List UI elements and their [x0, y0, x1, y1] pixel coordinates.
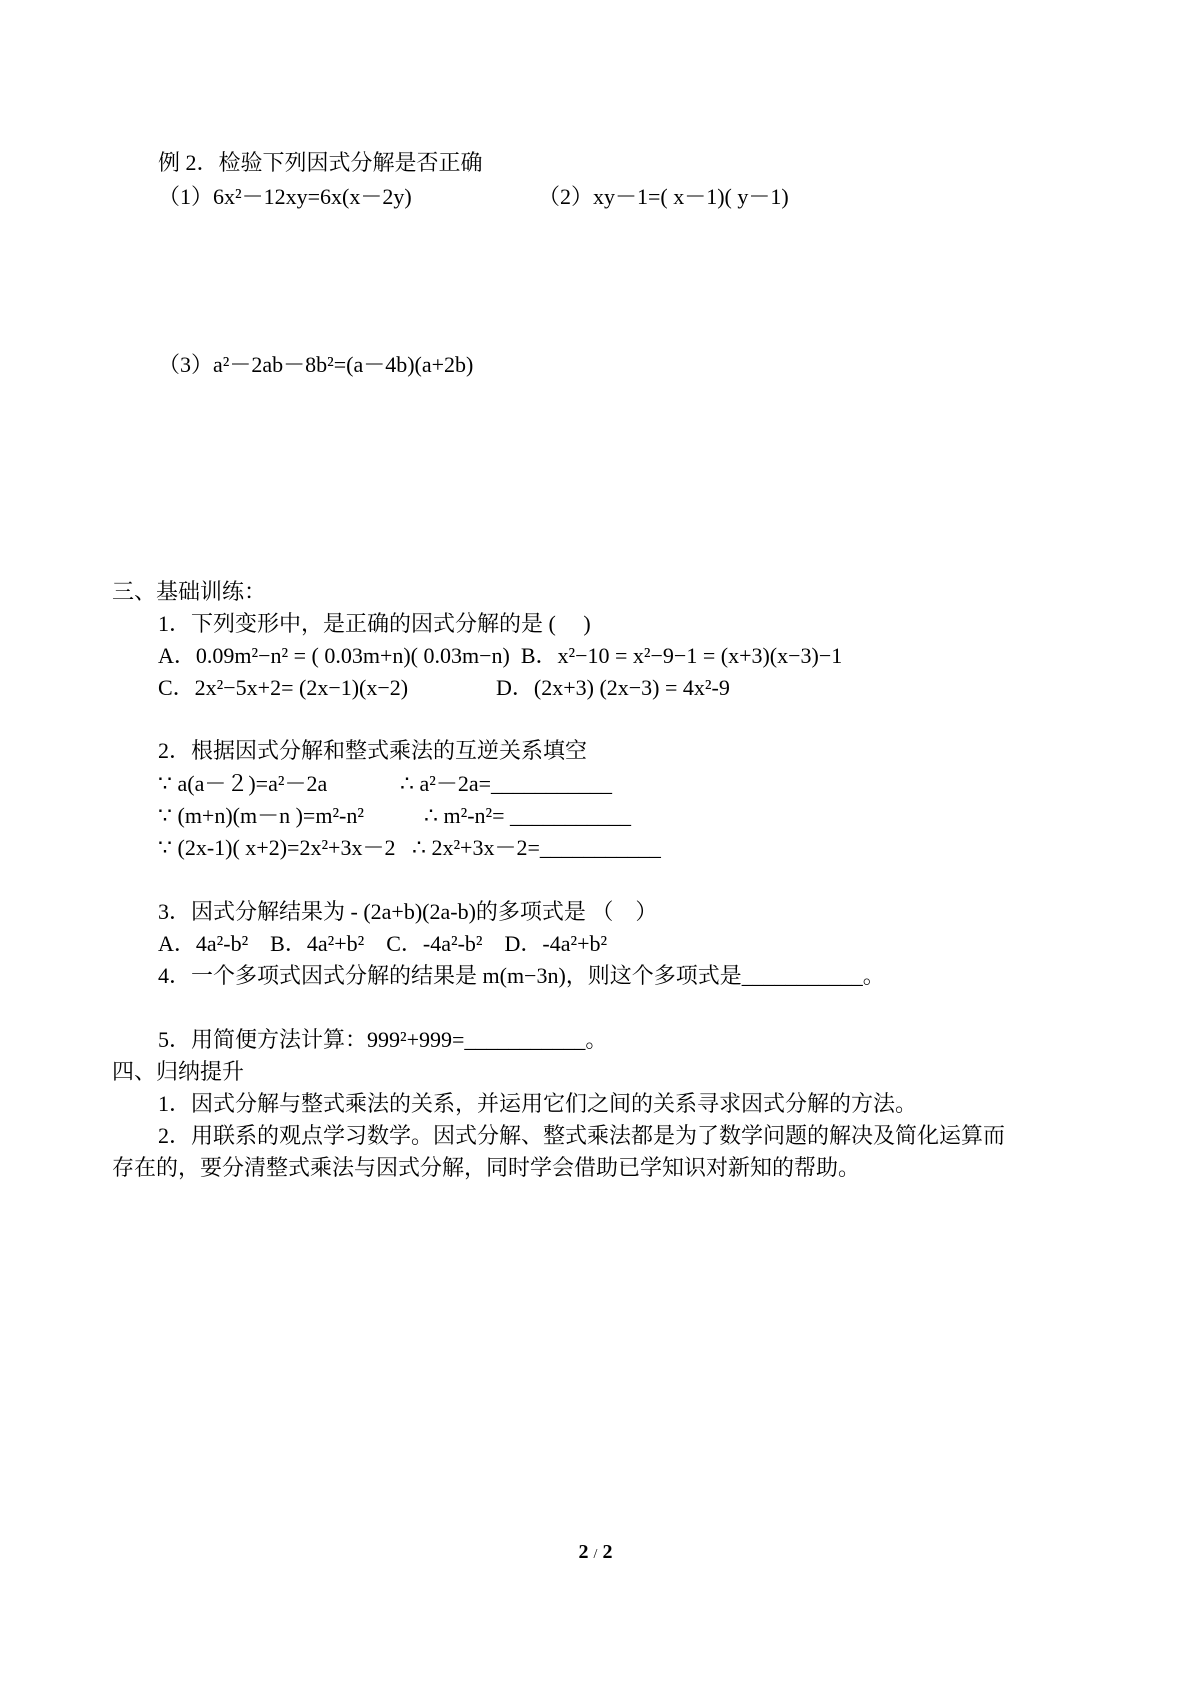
example2-q1: （1）6x²－12xy=6x(x－2y): [158, 184, 412, 209]
section3-p2-l1b: ∴ a²－2a=___________: [400, 771, 613, 796]
section3-heading: 三、基础训练：: [112, 579, 267, 604]
section3-p5: 5．用简便方法计算：999²+999=___________。: [158, 1027, 608, 1052]
example2-q2: （2）xy－1=( x－1)( y－1): [538, 184, 789, 209]
page-separator: /: [593, 1547, 598, 1562]
section4-p2a: 2．用联系的观点学习数学。因式分解、整式乘法都是为了数学问题的解决及简化运算而: [158, 1123, 1006, 1148]
section3-p2-l2a: ∵ (m+n)(m－n )=m²-n²: [158, 803, 364, 828]
section4-heading: 四、归纳提升: [112, 1059, 245, 1084]
example2-title: 例 2．检验下列因式分解是否正确: [158, 150, 483, 175]
page-number: [0, 1541, 1191, 1564]
section3-p1-stem: 1．下列变形中，是正确的因式分解的是 ( ): [158, 611, 591, 636]
section4-p1: 1．因式分解与整式乘法的关系，并运用它们之间的关系寻求因式分解的方法。: [158, 1091, 918, 1116]
page-current: 2: [578, 1541, 589, 1563]
section3-p2-stem: 2．根据因式分解和整式乘法的互逆关系填空: [158, 738, 588, 763]
page-total: 2: [602, 1541, 613, 1563]
example2-q3: （3）a²－2ab－8b²=(a－4b)(a+2b): [158, 352, 474, 377]
section3-p3-opts: A．4a²-b² B．4a²+b² C．-4a²-b² D．-4a²+b²: [158, 931, 608, 956]
section3-p2-l2b: ∴ m²-n²= ___________: [424, 803, 632, 828]
section3-p3-stem: 3．因式分解结果为 - (2a+b)(2a-b)的多项式是 （ ）: [158, 899, 658, 924]
section3-p2-l1a: ∵ a(a－２)=a²－2a: [158, 771, 328, 796]
section3-p1-optC: C．2x²−5x+2= (2x−1)(x−2): [158, 675, 409, 700]
section4-p2b: 存在的，要分清整式乘法与因式分解，同时学会借助已学知识对新知的帮助。: [112, 1155, 861, 1180]
section3-p1-optAB: A．0.09m²−n² = ( 0.03m+n)( 0.03m−n) B．x²−10 = x²−9−1 = (x+3)(x−3)−1: [158, 643, 843, 668]
section3-p1-optD: D．(2x+3) (2x−3) = 4x²-9: [496, 675, 730, 700]
section3-p2-l3: ∵ (2x-1)( x+2)=2x²+3x－2 ∴ 2x²+3x－2=___________: [158, 835, 661, 860]
section3-p4: 4．一个多项式因式分解的结果是 m(m−3n)，则这个多项式是___________。: [158, 963, 885, 988]
